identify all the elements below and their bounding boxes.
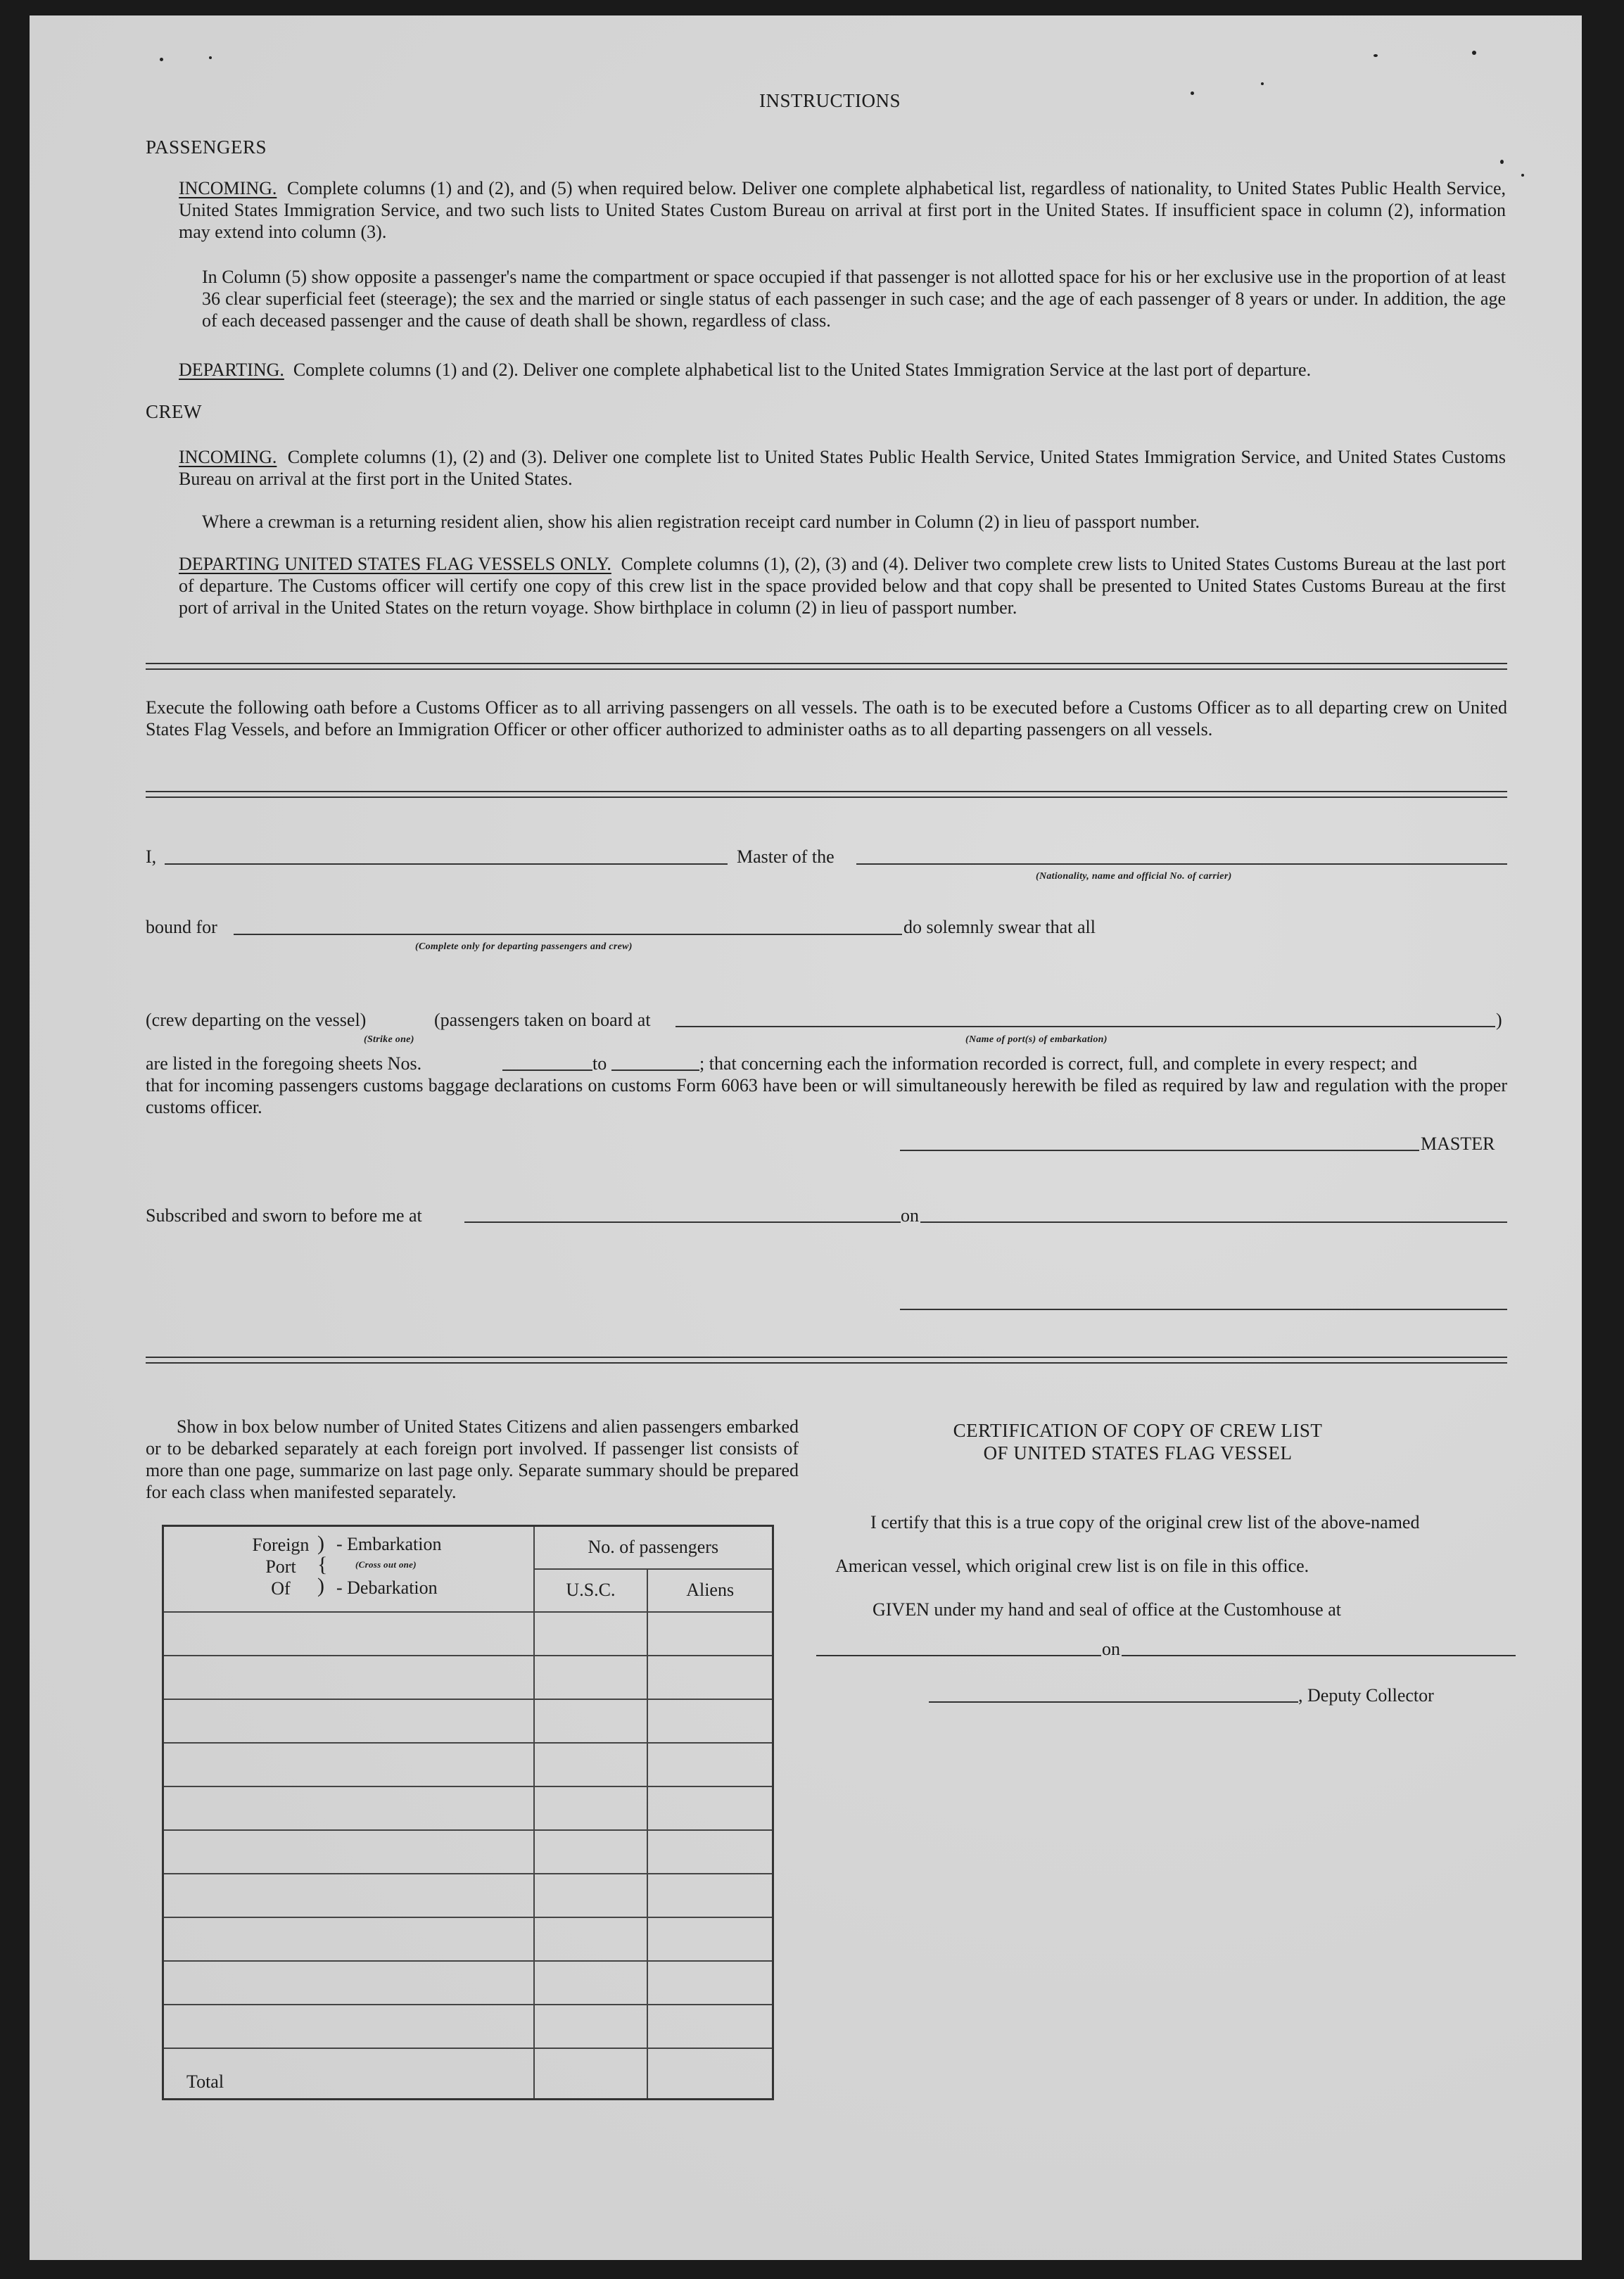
crew-departing-text: Complete columns (1), (2), (3) and (4). Deliver two complete crew lists to United States Customs Bureau at the last port of departure. The Customs officer will certify one copy of this crew list in the space provided below and that copy shall be presented to United States Customs Bureau at the first port of arrival in the United States on the return voyage. Show birthplace in column (2) in lieu of passport number. <box>179 554 1506 618</box>
table-row <box>163 1874 773 1917</box>
no-of-passengers-header: No. of passengers <box>534 1526 773 1569</box>
aliens-cell[interactable] <box>647 1656 773 1699</box>
passengers-incoming-text: Complete columns (1) and (2), and (5) when required below. Deliver one complete alphabetical list, regardless of nationality, to United States Public Health Service, United States Immigration Service, and two such lists to United States Custom Bureau on arrival at first port in the United States. If insufficient space in column (2), information may extend into column (3). <box>179 178 1506 242</box>
usc-cell[interactable] <box>534 1699 648 1743</box>
table-row <box>163 1961 773 2005</box>
page-title: INSTRUCTIONS <box>759 90 901 111</box>
section-divider <box>146 791 1507 798</box>
strike-one-caption: (Strike one) <box>364 1034 414 1045</box>
subscribed-label: Subscribed and sworn to before me at <box>146 1205 422 1226</box>
sheet-from-line[interactable] <box>502 1069 592 1071</box>
passengers-taken-option: (passengers taken on board at <box>434 1010 651 1030</box>
cross-out-caption: (Cross out one) <box>355 1559 417 1570</box>
brace-bottom: ) <box>317 1574 324 1597</box>
close-paren: ) <box>1496 1010 1502 1030</box>
scan-speck <box>1521 174 1524 177</box>
table-row <box>163 1917 773 1961</box>
passengers-departing-text: Complete columns (1) and (2). Deliver one complete alphabetical list to the United States Immigration Service at the last port of departure. <box>293 360 1312 380</box>
scan-speck <box>1472 51 1476 55</box>
scan-speck <box>1261 82 1264 85</box>
aliens-total-cell[interactable] <box>647 2048 773 2099</box>
master-label: MASTER <box>1421 1134 1495 1154</box>
usc-cell[interactable] <box>534 1830 648 1874</box>
foreign-port-line1: Foreign <box>252 1535 310 1555</box>
aliens-cell[interactable] <box>647 1830 773 1874</box>
given-text: GIVEN under my hand and seal of office at the Customhouse at <box>873 1599 1341 1620</box>
crew-incoming-text: Complete columns (1), (2) and (3). Deliver one complete list to United States Public Health Service, United States Immigration Service, and United States Customs Bureau on arrival at the first port in the United States. <box>179 447 1506 489</box>
usc-cell[interactable] <box>534 1961 648 2005</box>
certify-text: I certify that this is a true copy of the original crew list of the above-named <box>870 1512 1420 1532</box>
certification-title-line2: OF UNITED STATES FLAG VESSEL <box>983 1442 1293 1464</box>
table-row <box>163 2005 773 2048</box>
port-cell[interactable] <box>163 1961 534 2005</box>
total-row <box>163 2048 773 2099</box>
passenger-summary-table <box>162 1525 774 2100</box>
table-row <box>163 1786 773 1830</box>
crew-incoming-block <box>179 446 1506 490</box>
destination-line[interactable] <box>234 934 902 935</box>
aliens-cell[interactable] <box>647 1961 773 2005</box>
american-vessel-text: American vessel, which original crew list is on file in this office. <box>835 1556 1309 1576</box>
to-label: to <box>592 1053 607 1074</box>
table-row <box>163 1656 773 1699</box>
usc-cell[interactable] <box>534 1874 648 1917</box>
table-row <box>163 1830 773 1874</box>
usc-cell[interactable] <box>534 1743 648 1786</box>
usc-cell[interactable] <box>534 1786 648 1830</box>
usc-cell[interactable] <box>534 2005 648 2048</box>
passengers-column5-text: In Column (5) show opposite a passenger's name the compartment or space occupied if that passenger is not allotted space for his or her exclusive use in the proportion of at least 36 clear superficial feet (steerage); the sex and the married or single status of each passenger in such case; and the age of each passenger of 8 years or under. In addition, the age of each deceased passenger and the cause of death shall be shown, regardless of class. <box>202 267 1506 331</box>
deputy-collector-label: , Deputy Collector <box>1298 1685 1434 1706</box>
passengers-departing-block <box>179 359 1509 381</box>
passengers-incoming-block <box>179 177 1506 243</box>
usc-cell[interactable] <box>534 1917 648 1961</box>
usc-cell[interactable] <box>534 1656 648 1699</box>
officer-signature-line[interactable] <box>900 1309 1507 1310</box>
foreign-port-line2: Port <box>265 1556 296 1577</box>
aliens-cell[interactable] <box>647 1612 773 1656</box>
table-row <box>163 1612 773 1656</box>
passengers-heading: PASSENGERS <box>146 137 267 158</box>
customhouse-line[interactable] <box>816 1655 1101 1656</box>
port-caption: (Name of port(s) of embarkation) <box>965 1034 1108 1045</box>
nationality-caption: (Nationality, name and official No. of carrier) <box>1036 871 1232 882</box>
crew-departing-option: (crew departing on the vessel) <box>146 1010 367 1030</box>
scan-speck <box>1374 54 1378 57</box>
brace-mid: { <box>317 1553 328 1576</box>
port-cell[interactable] <box>163 1917 534 1961</box>
foreign-port-line3: Of <box>271 1578 291 1599</box>
usc-cell[interactable] <box>534 1612 648 1656</box>
oath-intro: Execute the following oath before a Customs Officer as to all arriving passengers on all vessels. The oath is to be executed before a Customs Officer as to all departing crew on United States Flag Vessels, and before an Immigration Officer or other officer authorized to administer oaths as to all departing passengers on all vessels. <box>146 697 1507 739</box>
crew-heading: CREW <box>146 401 202 422</box>
master-signature-line[interactable] <box>900 1150 1419 1151</box>
passengers-departing-label: DEPARTING. <box>179 360 284 380</box>
port-cell[interactable] <box>163 2005 534 2048</box>
passengers-incoming-label: INCOMING. <box>179 178 277 198</box>
crew-resident-text: Where a crewman is a returning resident alien, show his alien registration receipt card number in Column (2) in lieu of passport number. <box>202 512 1200 532</box>
aliens-cell[interactable] <box>647 1786 773 1830</box>
certification-on-label: on <box>1102 1639 1120 1659</box>
port-cell[interactable] <box>163 1786 534 1830</box>
table-row <box>163 1743 773 1786</box>
aliens-header: Aliens <box>647 1569 773 1612</box>
port-cell[interactable] <box>163 1830 534 1874</box>
certification-title-line1: CERTIFICATION OF COPY OF CREW LIST <box>953 1420 1323 1441</box>
scan-speck <box>1500 160 1504 164</box>
document-page <box>30 15 1582 2260</box>
carrier-line[interactable] <box>856 863 1507 865</box>
crew-departing-label: DEPARTING UNITED STATES FLAG VESSELS ONLY. <box>179 554 611 574</box>
aliens-cell[interactable] <box>647 1699 773 1743</box>
aliens-cell[interactable] <box>647 1917 773 1961</box>
crew-departing-block <box>179 553 1506 618</box>
total-label: Total <box>163 2048 534 2099</box>
listed-continuation: that for incoming passengers customs baggage declarations on customs Form 6063 have been or will simultaneously herewith be filed as required by law and regulation with the proper customs officer. <box>146 1075 1507 1117</box>
sworn-on-label: on <box>901 1205 919 1226</box>
sworn-date-line[interactable] <box>920 1221 1507 1223</box>
brace-top: ) <box>317 1532 324 1555</box>
aliens-cell[interactable] <box>647 2005 773 2048</box>
port-cell[interactable] <box>163 1699 534 1743</box>
port-cell[interactable] <box>163 1612 534 1656</box>
aliens-cell[interactable] <box>647 1743 773 1786</box>
certification-date-line[interactable] <box>1122 1655 1516 1656</box>
scan-speck <box>209 56 212 59</box>
port-cell[interactable] <box>163 1656 534 1699</box>
embarkation-port-line[interactable] <box>675 1026 1495 1027</box>
bound-for-label: bound for <box>146 917 217 937</box>
usc-header: U.S.C. <box>534 1569 648 1612</box>
crew-incoming-label: INCOMING. <box>179 447 277 467</box>
port-cell[interactable] <box>163 1874 534 1917</box>
complete-only-caption: (Complete only for departing passengers and crew) <box>415 941 633 952</box>
sheet-to-line[interactable] <box>611 1069 699 1071</box>
deputy-signature-line[interactable] <box>929 1701 1298 1703</box>
master-name-line[interactable] <box>165 863 728 865</box>
port-cell[interactable] <box>163 1743 534 1786</box>
embarkation-option: - Embarkation <box>336 1534 442 1554</box>
scan-speck <box>160 58 163 61</box>
summary-instructions: Show in box below number of United States Citizens and alien passengers embarked or to be debarked separately at each foreign port involved. If passenger list consists of more than one page, summarize on last page only. Separate summary should be prepared for each class when manifested separately. <box>146 1416 799 1502</box>
listed-suffix: ; that concerning each the information recorded is correct, full, and complete in every respect; and <box>699 1053 1418 1074</box>
section-divider <box>146 663 1507 670</box>
section-divider <box>146 1357 1507 1364</box>
aliens-cell[interactable] <box>647 1874 773 1917</box>
listed-prefix: are listed in the foregoing sheets Nos. <box>146 1053 422 1074</box>
oath-i-label: I, <box>146 846 157 867</box>
debarkation-option: - Debarkation <box>336 1577 438 1598</box>
sworn-place-line[interactable] <box>464 1221 901 1223</box>
foreign-port-header <box>163 1526 534 1613</box>
master-of-label: Master of the <box>737 846 835 867</box>
swear-label: do solemnly swear that all <box>903 917 1096 937</box>
table-row <box>163 1699 773 1743</box>
usc-total-cell[interactable] <box>534 2048 648 2099</box>
